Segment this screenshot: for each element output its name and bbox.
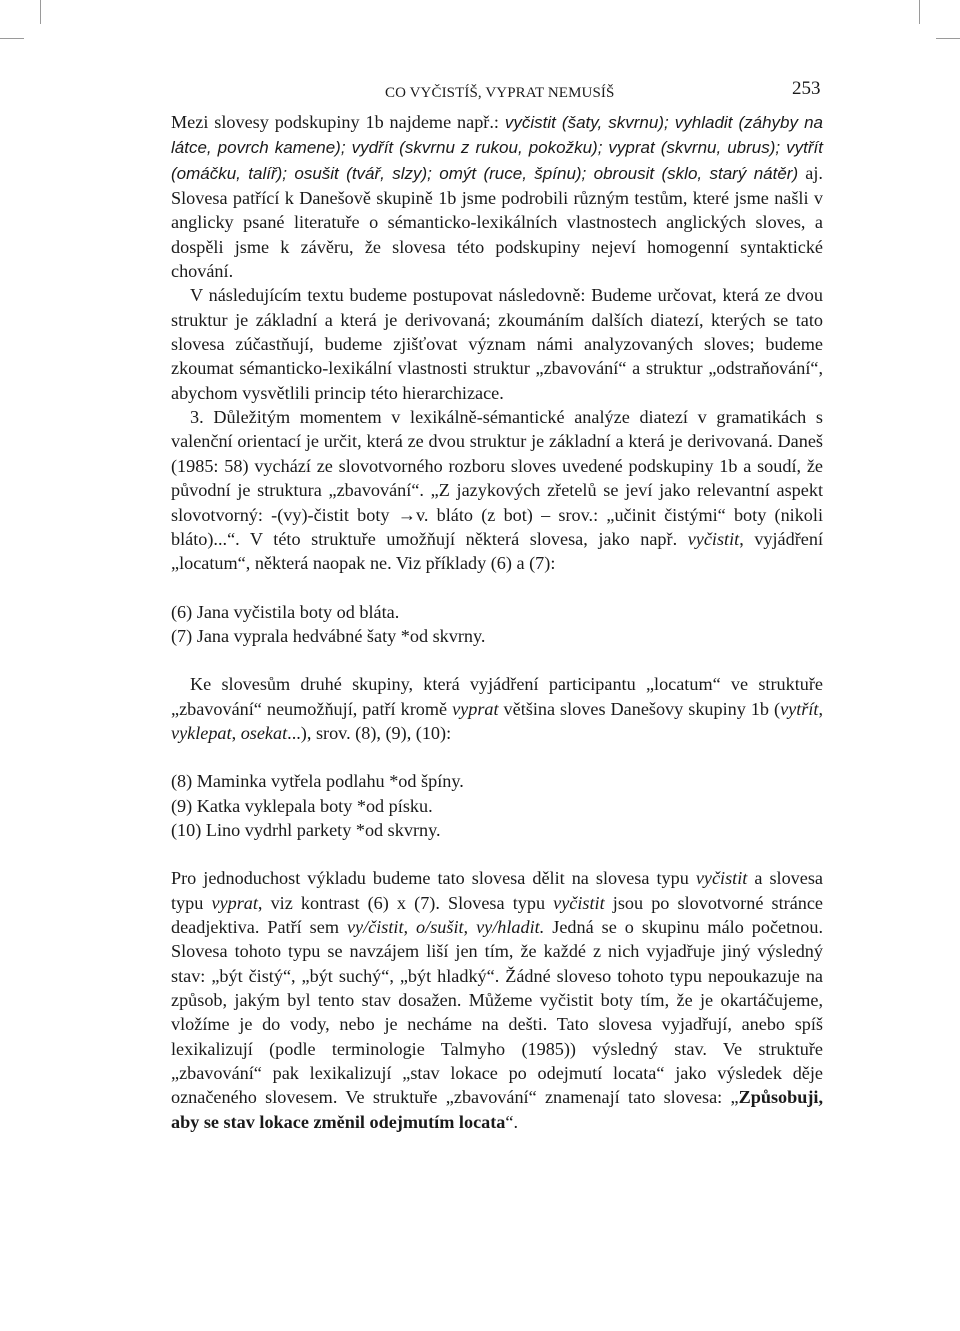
text-span: Pro jednoduchost výkladu budeme tato slovesa dělit na slovesa typu (171, 868, 696, 889)
italic-term: vyprat (452, 698, 499, 719)
italic-term: vyčistit (687, 528, 740, 549)
body-text (171, 110, 823, 1134)
example-line: (9) Katka vyklepala boty *od písku. (171, 795, 433, 816)
examples-8-10 (171, 769, 823, 842)
text-span: a slovesa typu (171, 868, 823, 913)
text-span: 3. Důležitým momentem v lexikálně-sémantické analýze diatezí v gramatikách s valenční orientací je určit, která ze dvou struktur je základní a která je derivovaná. Daneš (1985: 58) vychází ze slovotvorného rozboru sloves uvedené podskupiny 1b a soudí, že původní je struktura „zbavování“. „Z jazykových zřetelů se jeví jako relevantní aspekt slovotvorný: -(vy)-čistit boty (171, 407, 823, 525)
paragraph-1 (171, 110, 823, 283)
running-head: CO VYČISTÍŠ, VYPRAT NEMUSÍŠ (385, 85, 615, 101)
text-span: ...), srov. (8), (9), (10): (287, 722, 452, 743)
paragraph-5 (171, 866, 823, 1134)
example-line: (8) Maminka vytřela podlahu *od špíny. (171, 771, 464, 792)
example-line: (10) Lino vydrhl parkety *od skvrny. (171, 819, 441, 840)
italic-term: vyčistit (695, 868, 748, 889)
text-span: aj. Slovesa patřící k Danešově skupině 1b jsme podrobili různým testům, které jsme našli v anglicky psané literatuře o sémanticko-lexikálních vlastnostech anglických sloves, a dospěli jsme k závěru, že slovesa této podskupiny nejeví homogenní syntaktické chování. (171, 162, 823, 282)
text-span: Ke slovesům druhé skupiny, která vyjádření participantu „locatum“ ve struktuře „zbavování“ neumožňují, patří kromě (171, 674, 823, 719)
italic-term: vy/čistit, o/sušit, vy/hladit. (346, 916, 545, 937)
italic-term: vyprat (211, 892, 258, 913)
italic-term: vyčistit (553, 892, 605, 913)
paragraph-4 (171, 672, 823, 745)
paragraph-3 (171, 405, 823, 575)
paragraph-2: V následujícím textu budeme postupovat následovně: Budeme určovat, která ze dvou struktur je základní a která je derivovaná; zkoumáním dalších diatezí, kterých se tato slovesa zúčastňují, budeme zjišťovat význam námi analyzovaných sloves; budeme zkoumat sémanticko-lexikální vlastnosti struktur „zbavování“ a struktur „odstraňování“, abychom vysvětlili princip této hierarchizace. (171, 285, 823, 403)
bold-definition: Způsobuji, aby se stav lokace změnil odejmutím locata (171, 1087, 823, 1132)
italic-term: vyklepat (171, 722, 232, 743)
example-line: (6) Jana vyčistila boty od bláta. (171, 601, 400, 622)
text-span: většina sloves Danešovy skupiny 1b ( (498, 698, 781, 719)
text-span: , (818, 698, 824, 719)
crop-mark (936, 38, 960, 39)
crop-mark (919, 0, 920, 24)
page-number: 253 (792, 78, 821, 99)
examples-6-7 (171, 600, 823, 649)
arrow-icon: → (397, 504, 416, 525)
italic-term: vytřít (780, 698, 819, 719)
crop-mark (40, 0, 41, 24)
text-span: Mezi slovesy podskupiny 1b najdeme např.: (171, 112, 505, 132)
text-span: , viz kontrast (6) x (7). Slovesa typu (257, 892, 554, 913)
text-span: v. bláto (z bot) – srov.: „učinit čistými“ boty (nikoli bláto)...“. V této struktuře umožňují některá slovesa, jako např. (171, 504, 824, 549)
italic-term: osekat (240, 722, 288, 743)
text-span: jsou po slovotvorné stránce deadjektiva. Patří sem (171, 892, 823, 937)
example-line: (7) Jana vyprala hedvábné šaty *od skvrny. (171, 625, 486, 646)
text-span: , vyjádření „locatum“, některá naopak ne. Viz příklady (6) a (7): (171, 528, 824, 574)
text-span: Jedná se o skupinu málo početnou. Slovesa tohoto typu se navzájem liší jen tím, že každé z nich vyjadřuje jiný výsledný stav: „být čistý“, „být suchý“, „být hladký“. Žádné sloveso tohoto typu nepoukazuje na způsob, jakým byl tento stav dosažen. Můžeme vyčistit boty tím, že je okartáčujeme, vložíme je do vody, nebo je necháme na dešti. Tato slovesa vyjadřují, anebo spíš lexikalizují (podle terminologie Talmyho (1985)) výsledný stav. Ve struktuře „zbavování“ pak lexikalizují „stav lokace po odejmutí locata“ jako výsledek děje označeného slovesem. Ve struktuře „zbavování“ znamenají tato slovesa: „ (171, 916, 823, 1108)
italic-examples: vyčistit (šaty, skvrnu); vyhladit (záhyby na látce, povrch kamene); vydřít (skvrnu z rukou, pokožku); vyprat (skvrnu, ubrus); vytřít (omáčku, talíř); osušit (tvář, slzy); omýt (ruce, špínu); obrousit (sklo, starý nátěr) (171, 113, 823, 183)
text-span: “. (505, 1111, 519, 1132)
text-span: , (231, 722, 241, 743)
crop-mark (0, 38, 24, 39)
